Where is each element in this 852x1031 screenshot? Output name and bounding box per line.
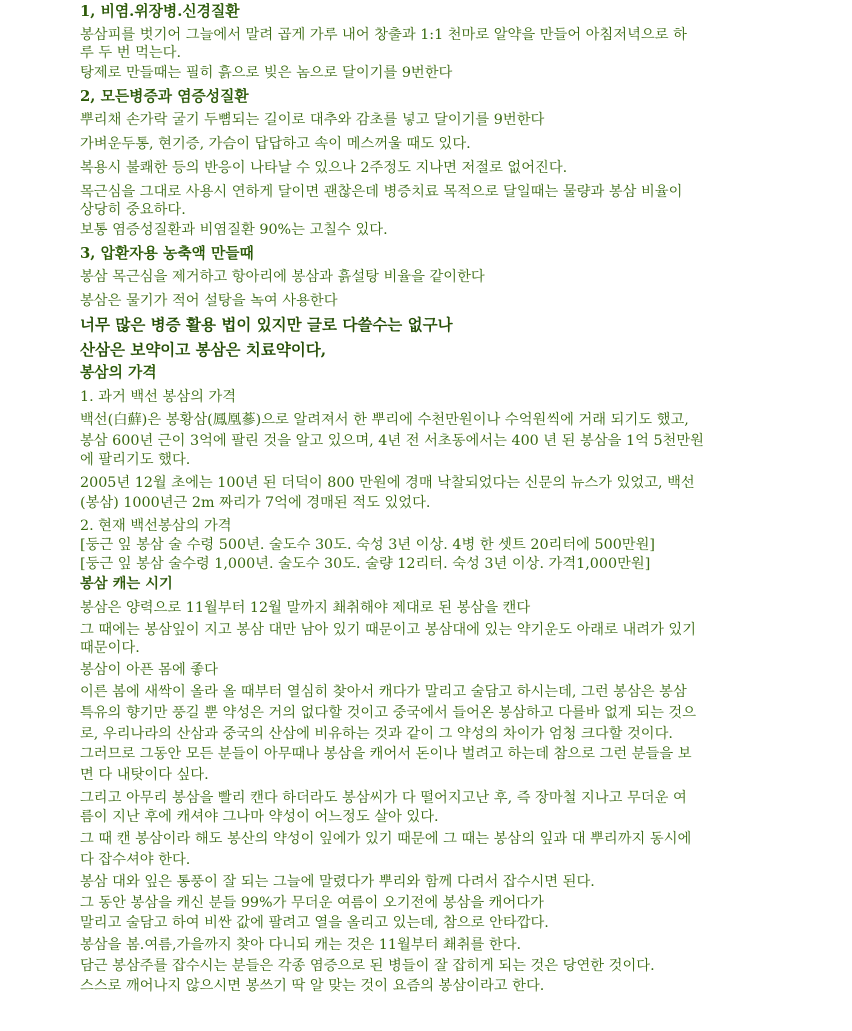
paragraph-line: 복용시 불쾌한 등의 반응이 나타날 수 있으나 2주정도 지나면 저절로 없어진다. bbox=[80, 160, 568, 176]
paragraph-line: 가벼운두통, 현기증, 가슴이 답답하고 속이 메스꺼울 때도 있다. bbox=[80, 136, 471, 152]
paragraph-line: 루 두 번 먹는다. bbox=[80, 45, 182, 61]
paragraph-line: 특유의 향기만 풍길 뿐 약성은 거의 없다할 것이고 중국에서 들어온 봉삼하고 다를바 없게 되는 것으 bbox=[80, 705, 697, 721]
paragraph-line: 봉삼이 아픈 몸에 좋다 bbox=[80, 662, 218, 678]
heading-harvest-time: 봉삼 캐는 시기 bbox=[80, 576, 173, 592]
paragraph-line: 백선(白蘚)은 봉황삼(鳳凰蔘)으로 알려져서 한 뿌리에 수천만원이나 수억원씩에 거래 되기도 했고, bbox=[80, 412, 689, 428]
paragraph-line: 봉삼 600년 근이 3억에 팔린 것을 알고 있으며, 4년 전 서초동에서는 400 년 된 봉삼을 1억 5천만원 bbox=[80, 433, 704, 449]
paragraph-line: 뿌리채 손가락 굴기 두뼘되는 길이로 대추와 감초를 넣고 달이기를 9번한다 bbox=[80, 112, 545, 128]
paragraph-line: 그 때에는 봉삼잎이 지고 봉삼 대만 남아 있기 때문이고 봉삼대에 있는 약기운도 아래로 내려가 있기 bbox=[80, 622, 697, 638]
paragraph-line: 때문이다. bbox=[80, 640, 140, 656]
paragraph-line: 름이 지난 후에 캐셔야 그나마 약성이 어느정도 살아 있다. bbox=[80, 809, 439, 825]
heading-inflammation: 2, 모든병증과 염증성질환 bbox=[80, 88, 249, 105]
paragraph-line: 봉삼피를 벗기어 그늘에서 말려 곱게 가루 내어 창출과 1:1 천마로 알약을 만들어 아침저녁으로 하 bbox=[80, 27, 687, 43]
paragraph-line: 그리고 아무리 봉삼을 빨리 캔다 하더라도 봉삼씨가 다 떨어지고난 후, 즉 장마철 지나고 무더운 여 bbox=[80, 790, 687, 806]
paragraph-line: 목근심을 그대로 사용시 연하게 달이면 괜찮은데 병증치료 목적으로 달일때는 물량과 봉삼 비율이 bbox=[80, 184, 683, 200]
paragraph-line: 스스로 깨어나지 않으시면 봉쓰기 딱 알 맞는 것이 요즘의 봉삼이라고 한다. bbox=[80, 978, 545, 994]
paragraph-line: 탕제로 만들때는 필히 흙으로 빚은 놈으로 달이기를 9번한다 bbox=[80, 65, 453, 81]
paragraph-line: 이른 봄에 새싹이 올라 올 때부터 열심히 찾아서 캐다가 말리고 술담고 하시는데, 그런 봉삼은 봉삼 bbox=[80, 684, 687, 700]
paragraph-line: 말리고 술담고 하여 비싼 값에 팔려고 열을 올리고 있는데, 참으로 안타깝다. bbox=[80, 915, 549, 931]
paragraph-line: 그 동안 봉삼을 캐신 분들 99%가 무더운 여름이 오기전에 봉삼을 캐어다가 bbox=[80, 895, 544, 911]
paragraph-line: 담근 봉삼주를 잡수시는 분들은 각종 염증으로 된 병들이 잘 잡히게 되는 것은 당연한 것이다. bbox=[80, 958, 655, 974]
emphasis-line: 산삼은 보약이고 봉삼은 치료약이다, bbox=[80, 340, 327, 359]
price-item: [둥근 잎 봉삼 술수령 1,000년. 술도수 30도. 술량 12리터. 숙성 3년 이상. 가격1,000만원] bbox=[80, 556, 651, 572]
paragraph-line: 다 잡수셔야 한다. bbox=[80, 852, 191, 868]
paragraph-line: 그 때 캔 봉삼이라 해도 봉산의 약성이 잎에가 있기 때문에 그 때는 봉삼의 잎과 대 뿌리까지 동시에 bbox=[80, 831, 692, 847]
subheading-past-price: 1. 과거 백선 봉삼의 가격 bbox=[80, 389, 237, 405]
paragraph-line: 봉삼은 양력으로 11월부터 12월 말까지 쵀취해야 제대로 된 봉삼을 캔다 bbox=[80, 600, 531, 616]
price-item: [둥근 잎 봉삼 술 수령 500년. 술도수 30도. 숙성 3년 이상. 4병 한 셋트 20리터에 500만원] bbox=[80, 537, 655, 553]
paragraph-line: 로, 우리나라의 산삼과 중국의 산삼에 비유하는 것과 같이 그 약성의 차이가 엄청 크다할 것이다. bbox=[80, 726, 673, 742]
heading-rhinitis: 1, 비염.위장병.신경질환 bbox=[80, 3, 240, 20]
paragraph-line: 봉삼 대와 잎은 통풍이 잘 되는 그늘에 말렸다가 뿌리와 함께 다려서 잡수시면 된다. bbox=[80, 874, 595, 890]
paragraph-line: (봉삼) 1000년근 2m 짜리가 7억에 경매된 적도 있었다. bbox=[80, 495, 431, 511]
paragraph-line: 그러므로 그동안 모든 분들이 아무때나 봉삼을 캐어서 돈이나 벌려고 하는데 참으로 그런 분들을 보 bbox=[80, 746, 692, 762]
subheading-current-price: 2. 현재 백선봉삼의 가격 bbox=[80, 518, 232, 534]
paragraph-line: 에 팔리기도 했다. bbox=[80, 452, 191, 468]
paragraph-line: 보통 염증성질환과 비염질환 90%는 고칠수 있다. bbox=[80, 222, 388, 238]
paragraph-line: 2005년 12월 초에는 100년 된 더덕이 800 만원에 경매 낙찰되었다는 신문의 뉴스가 있었고, 백선 bbox=[80, 475, 695, 491]
emphasis-line: 너무 많은 병증 활용 법이 있지만 글로 다쓸수는 없구나 bbox=[80, 315, 453, 334]
heading-price: 봉삼의 가격 bbox=[80, 364, 157, 381]
paragraph-line: 면 다 내탓이다 싶다. bbox=[80, 767, 209, 783]
paragraph-line: 봉삼을 봄.여름,가을까지 찾아 다니되 캐는 것은 11월부터 쵀취를 한다. bbox=[80, 937, 522, 953]
paragraph-line: 상당히 중요하다. bbox=[80, 202, 186, 218]
paragraph-line: 봉삼 목근심을 제거하고 항아리에 봉삼과 흙설탕 비율을 같이한다 bbox=[80, 269, 485, 285]
paragraph-line: 봉삼은 물기가 적어 설탕을 녹여 사용한다 bbox=[80, 293, 338, 309]
heading-concentrate: 3, 압환자용 농축액 만들때 bbox=[80, 245, 254, 262]
